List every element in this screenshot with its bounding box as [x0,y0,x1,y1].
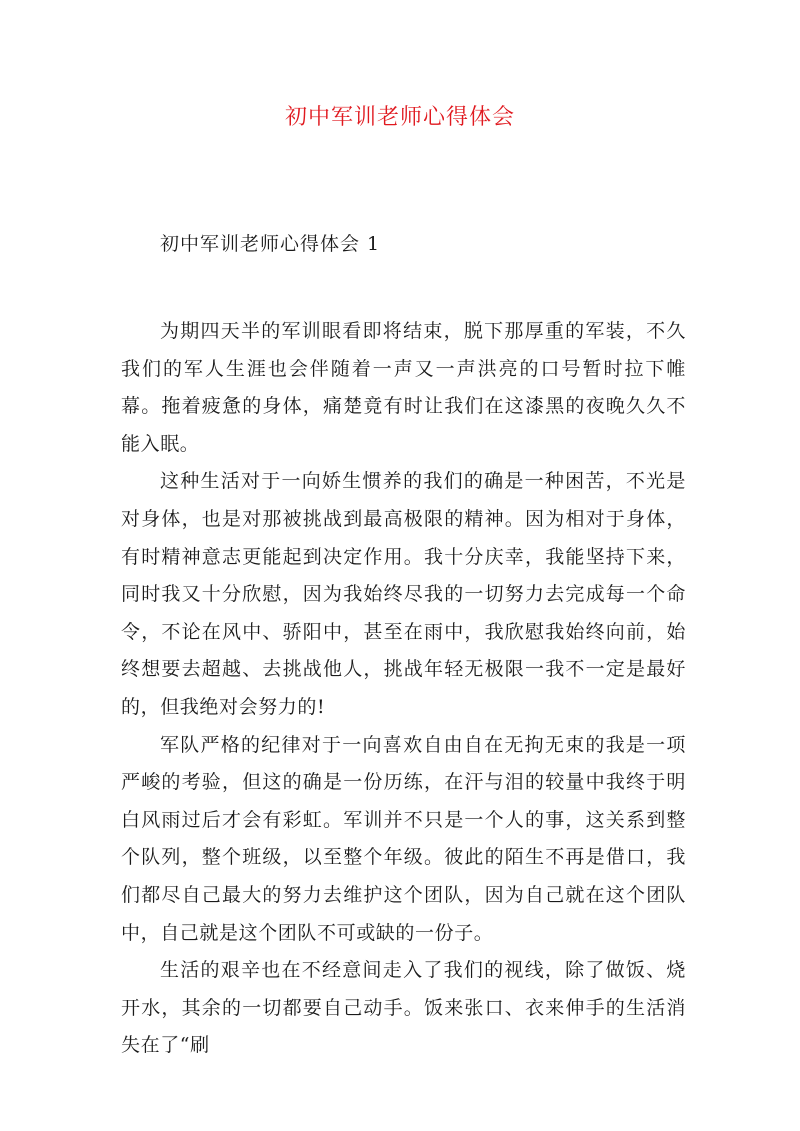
section-heading: 初中军训老师心得体会 1 [160,233,381,255]
paragraph: 为期四天半的军训眼看即将结束，脱下那厚重的军装，不久我们的军人生涯也会伴随着一声又一声洪亮的口号暂时拉下帷幕。拖着疲惫的身体，痛楚竟有时让我们在这漆黑的夜晚久久不能入眠。 [121,320,686,455]
paragraph: 生活的艰辛也在不经意间走入了我们的视线，除了做饭、烧开水，其余的一切都要自己动手。饭来张口、衣来伸手的生活消失在了“刷 [121,959,686,1057]
paragraph: 军队严格的纪律对于一向喜欢自由自在无拘无束的我是一项严峻的考验，但这的确是一份历练，在汗与泪的较量中我终于明白风雨过后才会有彩虹。军训并不只是一个人的事，这关系到整个队列，整个班级，以至整个年级。彼此的陌生不再是借口，我们都尽自己最大的努力去维护这个团队，因为自己就在这个团队中，自己就是这个团队不可或缺的一份子。 [121,733,686,944]
paragraph: 这种生活对于一向娇生惯养的我们的确是一种困苦，不光是对身体，也是对那被挑战到最高极限的精神。因为相对于身体，有时精神意志更能起到决定作用。我十分庆幸，我能坚持下来，同时我又十分欣慰，因为我始终尽我的一切努力去完成每一个命令，不论在风中、骄阳中，甚至在雨中，我欣慰我始终向前，始终想要去超越、去挑战他人，挑战年轻无极限一我不一定是最好的，但我绝对会努力的! [121,470,686,718]
document-body [121,313,686,1065]
document-title: 初中军训老师心得体会 [284,105,515,130]
